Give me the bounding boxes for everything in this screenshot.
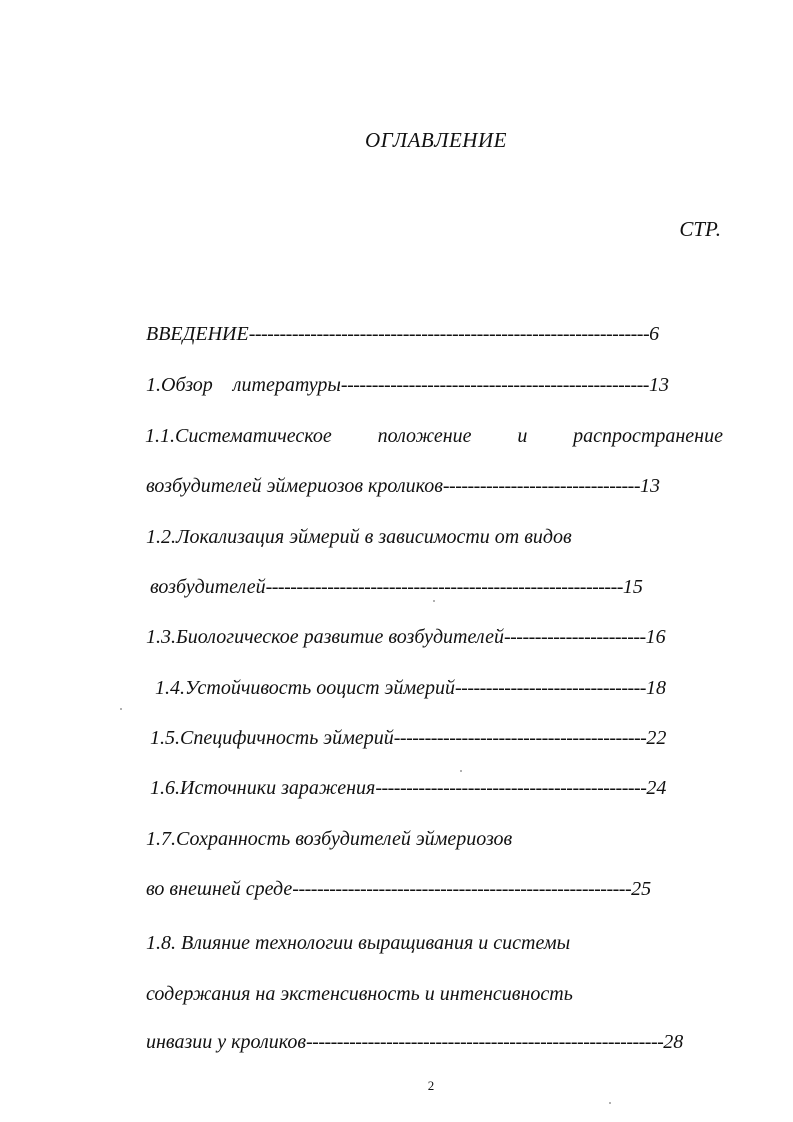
- toc-leader-dots: ----------------------------------------------------------: [306, 1031, 664, 1053]
- toc-entry-text: во внешней среде: [146, 878, 293, 900]
- toc-entry-text: содержания на экстенсивность и интенсивность: [146, 983, 573, 1005]
- toc-entry-text: возбудителей эймериозов кроликов: [146, 475, 443, 497]
- toc-entry[interactable]: [146, 827, 512, 851]
- toc-entry-text: инвазии у кроликов: [146, 1031, 306, 1053]
- toc-entry-word: положение: [377, 425, 472, 447]
- toc-entry-word: и: [517, 425, 528, 447]
- toc-entry-page: 22: [646, 727, 667, 749]
- toc-entry-text: возбудителей: [150, 576, 266, 598]
- toc-entry-justified[interactable]: [145, 424, 723, 448]
- toc-leader-dots: -----------------------: [503, 626, 646, 648]
- toc-entry-text: 1.2.Локализация эймерий в зависимости от видов: [146, 526, 572, 548]
- toc-leader-dots: -------------------------------------------------------: [292, 878, 632, 900]
- page-title: ОГЛАВЛЕНИЕ: [365, 128, 507, 152]
- toc-entry-text: 1.5.Специфичность эймерий: [150, 727, 394, 749]
- toc-leader-dots: --------------------------------------------: [375, 777, 647, 799]
- toc-leader-dots: ----------------------------------------------------------: [265, 576, 623, 598]
- scan-speck: [433, 600, 435, 602]
- toc-entry[interactable]: [150, 726, 666, 750]
- toc-entry[interactable]: [146, 525, 572, 549]
- toc-entry-text: 1.7.Сохранность возбудителей эймериозов: [146, 828, 513, 850]
- toc-leader-dots: -----------------------------------------------------------------: [248, 323, 650, 345]
- toc-entry-page: 25: [631, 878, 652, 900]
- footer-page-number: 2: [427, 1078, 435, 1093]
- scan-speck: [460, 770, 462, 772]
- toc-leader-dots: -------------------------------: [455, 677, 646, 699]
- toc-entry[interactable]: [155, 676, 666, 700]
- toc-entry-text: 1.8. Влияние технологии выращивания и системы: [146, 932, 571, 954]
- toc-entry-page: 18: [645, 677, 666, 699]
- toc-entry-page: 28: [663, 1031, 684, 1053]
- toc-entry-text: ВВЕДЕНИЕ: [146, 323, 249, 345]
- toc-entry-text: 1.Обзор литературы: [146, 374, 341, 396]
- scan-speck: [609, 1102, 611, 1104]
- toc-leader-dots: --------------------------------: [442, 475, 640, 497]
- toc-entry-page: 24: [646, 777, 667, 799]
- toc-entry[interactable]: [146, 982, 573, 1006]
- toc-entry[interactable]: [146, 1030, 683, 1054]
- toc-entry[interactable]: [146, 931, 570, 955]
- toc-entry-text: 1.6.Источники заражения: [150, 777, 376, 799]
- toc-entry-text: 1.3.Биологическое развитие возбудителей: [146, 626, 504, 648]
- toc-entry[interactable]: [150, 776, 666, 800]
- toc-entry-page: 13: [648, 374, 669, 396]
- toc-entry-page: 13: [640, 475, 660, 497]
- page-column-label: СТР.: [679, 217, 721, 241]
- toc-entry-word: распространение: [573, 425, 723, 447]
- toc-entry[interactable]: [146, 322, 659, 346]
- scan-speck: [120, 708, 122, 710]
- toc-entry-page: 6: [649, 323, 660, 345]
- toc-leader-dots: -----------------------------------------: [393, 727, 647, 749]
- toc-entry-text: 1.4.Устойчивость ооцист эймерий: [155, 677, 455, 699]
- toc-leader-dots: --------------------------------------------------: [340, 374, 649, 396]
- toc-entry[interactable]: [146, 373, 669, 397]
- toc-entry[interactable]: [146, 625, 666, 649]
- toc-entry-page: 16: [645, 626, 666, 648]
- toc-entry-page: 15: [622, 576, 643, 598]
- toc-entry[interactable]: [146, 877, 651, 901]
- toc-entry[interactable]: [150, 575, 643, 599]
- toc-entry[interactable]: [146, 474, 660, 498]
- toc-entry-word: 1.1.Систематическое: [145, 425, 332, 447]
